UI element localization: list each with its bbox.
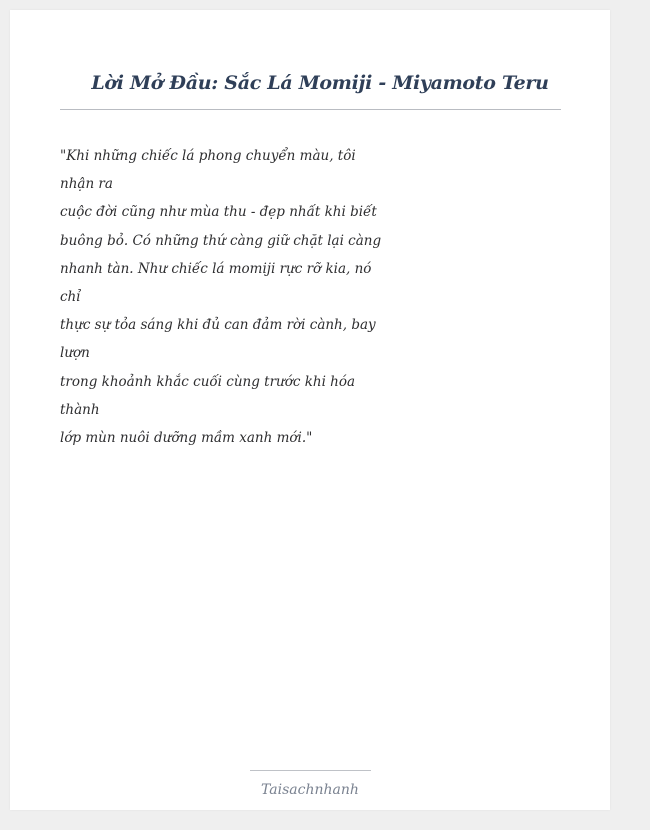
- quote-line: "Khi những chiếc lá phong chuyển màu, tôi: [60, 148, 356, 164]
- quote-line: nhanh tàn. Như chiếc lá momiji rực rỡ kia, nó: [60, 260, 372, 277]
- quote-line: thực sự tỏa sáng khi đủ can đảm rời cành, bay: [60, 317, 376, 334]
- title-divider: [60, 109, 561, 110]
- footer-divider: [250, 770, 371, 771]
- quote-line: cuộc đời cũng như mùa thu - đẹp nhất khi biết: [60, 204, 377, 221]
- page-title: Lời Mở Đầu: Sắc Lá Momiji - Miyamoto Teru: [91, 72, 549, 94]
- quote-line: chỉ: [60, 288, 81, 305]
- footer-brand: Taisachnhanh: [261, 782, 359, 798]
- quote-line: lớp mùn nuôi dưỡng mầm xanh mới.": [60, 429, 313, 446]
- quote-line: thành: [60, 401, 100, 418]
- quote-line: nhận ra: [60, 176, 113, 193]
- document-page: [10, 10, 610, 810]
- quote-line: buông bỏ. Có những thứ càng giữ chặt lại càng: [60, 232, 382, 249]
- quote-line: lượn: [60, 345, 90, 362]
- quote-block: [60, 142, 382, 452]
- quote-line: trong khoảnh khắc cuối cùng trước khi hóa: [60, 373, 356, 390]
